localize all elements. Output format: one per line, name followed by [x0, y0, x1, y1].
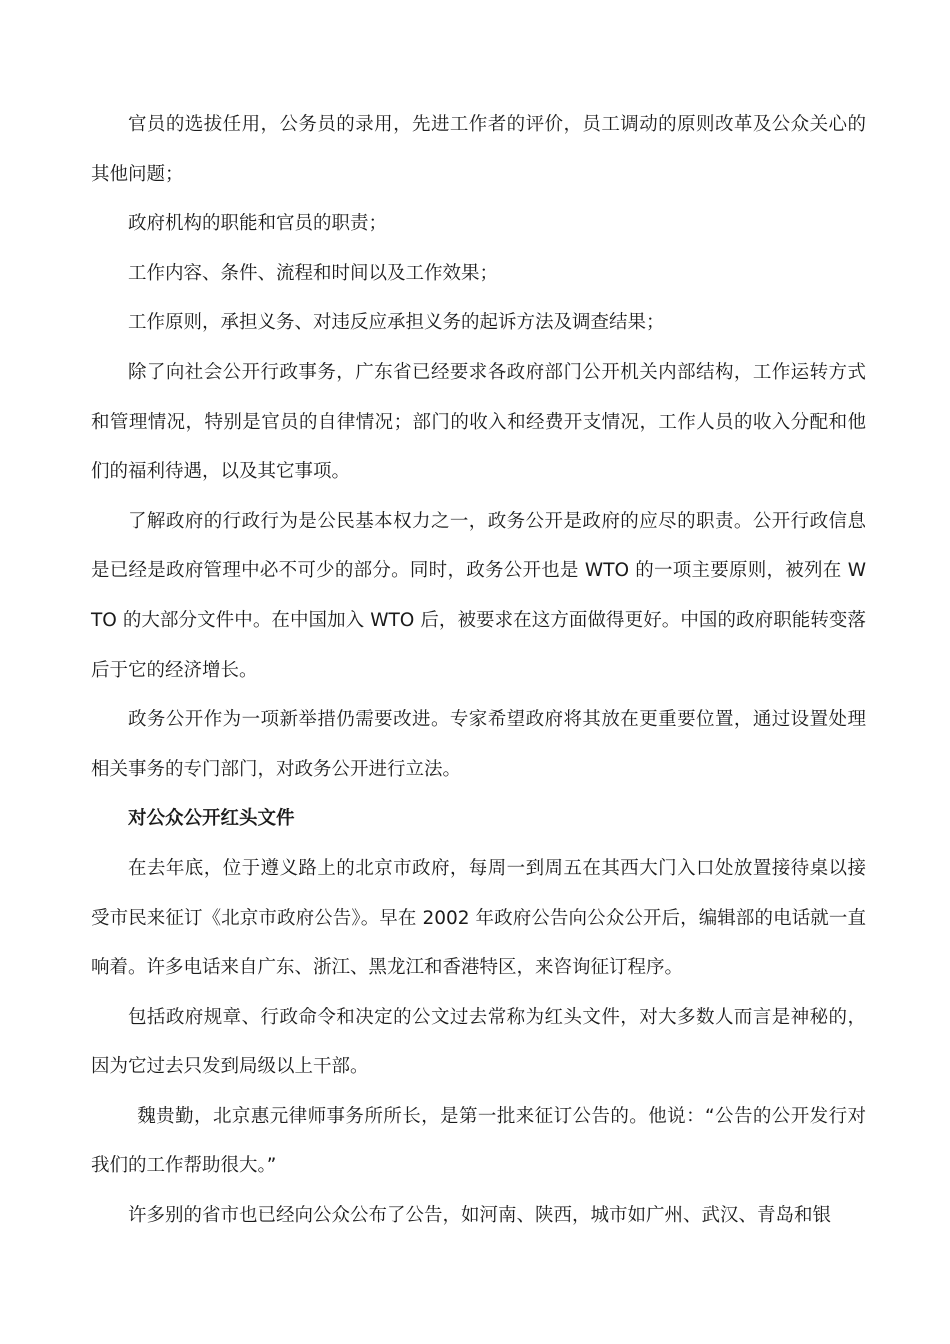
paragraph-red-head-definition: 包括政府规章、行政命令和决定的公文过去常称为红头文件，对大多数人而言是神秘的，因为它过去只发到局级以上干部。: [91, 1006, 866, 1078]
paragraph-work-content: 工作内容、条件、流程和时间以及工作效果；: [128, 262, 499, 284]
paragraph-guangdong-disclosure: 除了向社会公开行政事务，广东省已经要求各政府部门公开机关内部结构，工作运转方式和管理情况，特别是官员的自律情况；部门的收入和经费开支情况，工作人员的收入分配和他们的福利待遇，以及其它事项。: [91, 361, 866, 483]
paragraph-citizen-rights: 了解政府的行政行为是公民基本权力之一，政务公开是政府的应尽的职责。公开行政信息是已经是政府管理中必不可少的部分。同时，政务公开也是 WTO 的一项主要原则，被列在 WTO 的大部分文件中。在中国加入 WTO 后，被要求在这方面做得更好。中国的政府职能转变落后于它的经济增长。: [91, 510, 866, 681]
paragraph-agency-functions: 政府机构的职能和官员的职责；: [128, 213, 388, 235]
paragraph-work-principles: 工作原则，承担义务、对违反应承担义务的起诉方法及调查结果；: [128, 312, 665, 334]
paragraph-other-provinces: 许多别的省市也已经向公众公布了公告，如河南、陕西，城市如广州、武汉、青岛和银: [128, 1205, 832, 1227]
section-heading-red-head-documents: 对公众公开红头文件: [128, 808, 295, 830]
paragraph-lawyer-quote: 魏贵勤，北京惠元律师事务所所长，是第一批来征订公告的。他说：“公告的公开发行对我们的工作帮助很大。”: [91, 1105, 866, 1177]
paragraph-beijing-gazette: 在去年底，位于遵义路上的北京市政府，每周一到周五在其西大门入口处放置接待桌以接受市民来征订《北京市政府公告》。早在 2002 年政府公告向公众公开后，编辑部的电话就一直响着。许多电话来自广东、浙江、黑龙江和香港特区，来咨询征订程序。: [91, 857, 866, 979]
paragraph-improvement: 政务公开作为一项新举措仍需要改进。专家希望政府将其放在更重要位置，通过设置处理相关事务的专门部门，对政务公开进行立法。: [91, 709, 866, 780]
paragraph-official-selection: 官员的选拔任用，公务员的录用，先进工作者的评价，员工调动的原则改革及公众关心的其他问题；: [91, 114, 866, 185]
document-body: [91, 100, 866, 1241]
